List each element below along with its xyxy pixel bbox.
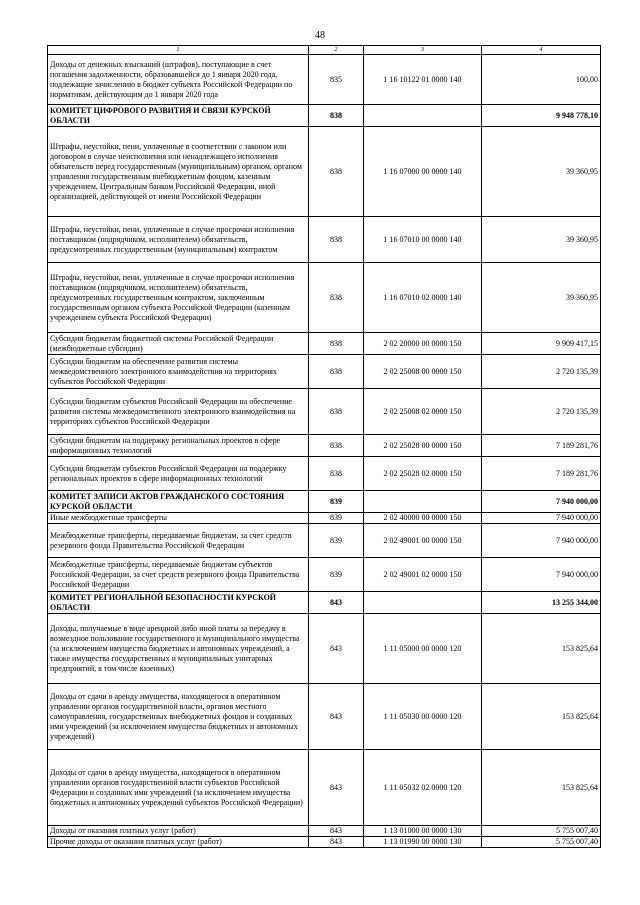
row-name-cell: Доходы от сдачи в аренду имущества, находящегося в оперативном управлении органов государственной власти, органов местного самоуправления, государственных внебюджетных фондов и созданных ими учреждений (за исключением имущества бюджетных и автономных учреждений) (48, 684, 309, 750)
row-name-cell: Субсидии бюджетам на поддержку региональных проектов в сфере информационных технологий (48, 435, 309, 457)
row-name-cell: Доходы от сдачи в аренду имущества, находящегося в оперативном управлении органов государственной власти субъектов Российской Федерации и созданных ими учреждений (за исключением имущества бюджетных и автономных учреждений субъектов Российской Федерации) (48, 750, 309, 826)
row-amount-cell: 7 940 000,00 (482, 558, 601, 592)
row-name-cell: Прочие доходы от оказания платных услуг (работ) (48, 837, 309, 848)
row-kbk-code-cell: 1 16 07000 00 0000 140 (364, 127, 482, 217)
table-row (48, 513, 601, 524)
table-row (48, 614, 601, 684)
row-admin-code-cell: 838 (309, 435, 364, 457)
row-amount-cell: 9 948 778,10 (482, 105, 601, 127)
revenue-table-body (48, 46, 601, 848)
row-kbk-code-cell: 2 02 49001 02 0000 150 (364, 558, 482, 592)
table-row (48, 263, 601, 333)
table-row (48, 333, 601, 355)
header-col-4: 4 (482, 46, 601, 55)
row-name-cell: Иные межбюджетные трансферты (48, 513, 309, 524)
row-name-cell: КОМИТЕТ ЦИФРОВОГО РАЗВИТИЯ И СВЯЗИ КУРСКОЙ ОБЛАСТИ (48, 105, 309, 127)
row-kbk-code-cell (364, 592, 482, 614)
row-amount-cell: 153 825,64 (482, 684, 601, 750)
row-kbk-code-cell: 1 11 05032 02 0000 120 (364, 750, 482, 826)
row-amount-cell: 7 940 000,00 (482, 513, 601, 524)
row-admin-code-cell: 843 (309, 826, 364, 837)
row-kbk-code-cell: 1 13 01000 00 0000 130 (364, 826, 482, 837)
table-row (48, 826, 601, 837)
row-admin-code-cell: 838 (309, 389, 364, 435)
row-name-cell: Штрафы, неустойки, пени, уплаченные в случае просрочки исполнения поставщиком (подрядчиком, исполнителем) обязательств, предусмотренных государственным (муниципальным) контрактом (48, 217, 309, 263)
row-amount-cell: 2 720 135,39 (482, 355, 601, 389)
row-admin-code-cell: 838 (309, 457, 364, 491)
row-admin-code-cell: 838 (309, 217, 364, 263)
table-row (48, 435, 601, 457)
row-kbk-code-cell: 2 02 40000 00 0000 150 (364, 513, 482, 524)
revenue-table (47, 45, 601, 848)
row-amount-cell: 39 360,95 (482, 263, 601, 333)
table-row (48, 457, 601, 491)
table-row (48, 55, 601, 105)
row-name-cell: Субсидии бюджетам субъектов Российской Федерации на обеспечение развития системы межведомственного электронного взаимодействия на территориях субъектов Российской Федерации (48, 389, 309, 435)
header-col-3: 3 (364, 46, 482, 55)
row-admin-code-cell: 843 (309, 837, 364, 848)
row-name-cell: Субсидии бюджетам субъектов Российской Федерации на поддержку региональных проектов в сфере информационных технологий (48, 457, 309, 491)
row-name-cell: Межбюджетные трансферты, передаваемые бюджетам, за счет средств резервного фонда Правительства Российской Федерации (48, 524, 309, 558)
row-name-cell: Доходы от оказания платных услуг (работ) (48, 826, 309, 837)
row-kbk-code-cell: 1 11 05000 00 0000 120 (364, 614, 482, 684)
row-amount-cell: 9 909 417,15 (482, 333, 601, 355)
row-kbk-code-cell (364, 491, 482, 513)
row-admin-code-cell: 838 (309, 333, 364, 355)
table-row (48, 524, 601, 558)
row-admin-code-cell: 838 (309, 355, 364, 389)
row-name-cell: Доходы от денежных взысканий (штрафов), поступающие в счет погашения задолженности, образовавшейся до 1 января 2020 года, подлежащие зачислению в бюджет субъекта Российской Федерации по нормативам, действующим до 1 января 2020 года (48, 55, 309, 105)
department-row (48, 592, 601, 614)
table-row (48, 750, 601, 826)
row-kbk-code-cell: 2 02 25008 00 0000 150 (364, 355, 482, 389)
row-admin-code-cell: 839 (309, 558, 364, 592)
row-amount-cell: 39 360,95 (482, 127, 601, 217)
column-number-header (48, 46, 601, 55)
row-admin-code-cell: 838 (309, 105, 364, 127)
row-name-cell: Межбюджетные трансферты, передаваемые бюджетам субъектов Российской Федерации, за счет средств резервного фонда Правительства Российской Федерации (48, 558, 309, 592)
row-name-cell: Штрафы, неустойки, пени, уплаченные в случае просрочки исполнения поставщиком (подрядчиком, исполнителем) обязательств, предусмотренных государственным контрактом, заключенным государственным органом субъекта Российской Федерации (казенным учреждением субъекта Российской Федерации) (48, 263, 309, 333)
row-admin-code-cell: 839 (309, 491, 364, 513)
row-amount-cell: 5 755 007,40 (482, 826, 601, 837)
row-name-cell: Доходы, получаемые в виде арендной либо иной платы за передачу в возмездное пользование государственного и муниципального имущества (за исключением имущества бюджетных и автономных учреждений, а также имущества государственных и муниципальных унитарных предприятий, в том числе казенных) (48, 614, 309, 684)
row-admin-code-cell: 843 (309, 614, 364, 684)
row-kbk-code-cell: 2 02 20000 00 0000 150 (364, 333, 482, 355)
row-admin-code-cell: 838 (309, 127, 364, 217)
row-amount-cell: 5 755 007,40 (482, 837, 601, 848)
department-row (48, 105, 601, 127)
table-row (48, 127, 601, 217)
row-amount-cell: 13 255 344,00 (482, 592, 601, 614)
table-row (48, 684, 601, 750)
row-kbk-code-cell: 1 16 07010 00 0000 140 (364, 217, 482, 263)
row-kbk-code-cell (364, 105, 482, 127)
row-name-cell: КОМИТЕТ ЗАПИСИ АКТОВ ГРАЖДАНСКОГО СОСТОЯНИЯ КУРСКОЙ ОБЛАСТИ (48, 491, 309, 513)
row-admin-code-cell: 839 (309, 513, 364, 524)
row-kbk-code-cell: 2 02 49001 00 0000 150 (364, 524, 482, 558)
row-amount-cell: 39 360,95 (482, 217, 601, 263)
row-kbk-code-cell: 1 16 07010 02 0000 140 (364, 263, 482, 333)
row-kbk-code-cell: 1 16 10122 01 0000 140 (364, 55, 482, 105)
row-amount-cell: 153 825,64 (482, 750, 601, 826)
row-admin-code-cell: 843 (309, 592, 364, 614)
row-amount-cell: 7 189 281,76 (482, 457, 601, 491)
row-kbk-code-cell: 1 13 01990 00 0000 130 (364, 837, 482, 848)
row-amount-cell: 7 940 000,00 (482, 524, 601, 558)
row-kbk-code-cell: 2 02 25008 02 0000 150 (364, 389, 482, 435)
row-admin-code-cell: 838 (309, 263, 364, 333)
table-row (48, 355, 601, 389)
row-admin-code-cell: 839 (309, 524, 364, 558)
table-row (48, 217, 601, 263)
table-row (48, 558, 601, 592)
header-col-2: 2 (309, 46, 364, 55)
row-amount-cell: 153 825,64 (482, 614, 601, 684)
header-col-1: 1 (48, 46, 309, 55)
page-number: 48 (315, 30, 325, 41)
row-admin-code-cell: 843 (309, 750, 364, 826)
row-amount-cell: 7 940 000,00 (482, 491, 601, 513)
row-admin-code-cell: 835 (309, 55, 364, 105)
row-name-cell: Субсидии бюджетам на обеспечение развития системы межведомственного электронного взаимодействия на территориях субъектов Российской Федерации (48, 355, 309, 389)
table-row (48, 389, 601, 435)
table-row (48, 837, 601, 848)
row-amount-cell: 7 189 281,76 (482, 435, 601, 457)
row-admin-code-cell: 843 (309, 684, 364, 750)
department-row (48, 491, 601, 513)
row-amount-cell: 100,00 (482, 55, 601, 105)
row-kbk-code-cell: 2 02 25028 02 0000 150 (364, 457, 482, 491)
row-name-cell: Штрафы, неустойки, пени, уплаченные в соответствии с законом или договором в случае неисполнения или ненадлежащего исполнения обязательств перед государственным (муниципальным) органом, органом управления государственным внебюджетным фондом, казенным учреждением, Центральным банком Российской Федерации, иной организацией, действующей от имени Российской Федерации (48, 127, 309, 217)
row-name-cell: КОМИТЕТ РЕГИОНАЛЬНОЙ БЕЗОПАСНОСТИ КУРСКОЙ ОБЛАСТИ (48, 592, 309, 614)
row-amount-cell: 2 720 135,39 (482, 389, 601, 435)
row-kbk-code-cell: 2 02 25028 00 0000 150 (364, 435, 482, 457)
row-name-cell: Субсидии бюджетам бюджетной системы Российской Федерации (межбюджетные субсидии) (48, 333, 309, 355)
row-kbk-code-cell: 1 11 05030 00 0000 120 (364, 684, 482, 750)
